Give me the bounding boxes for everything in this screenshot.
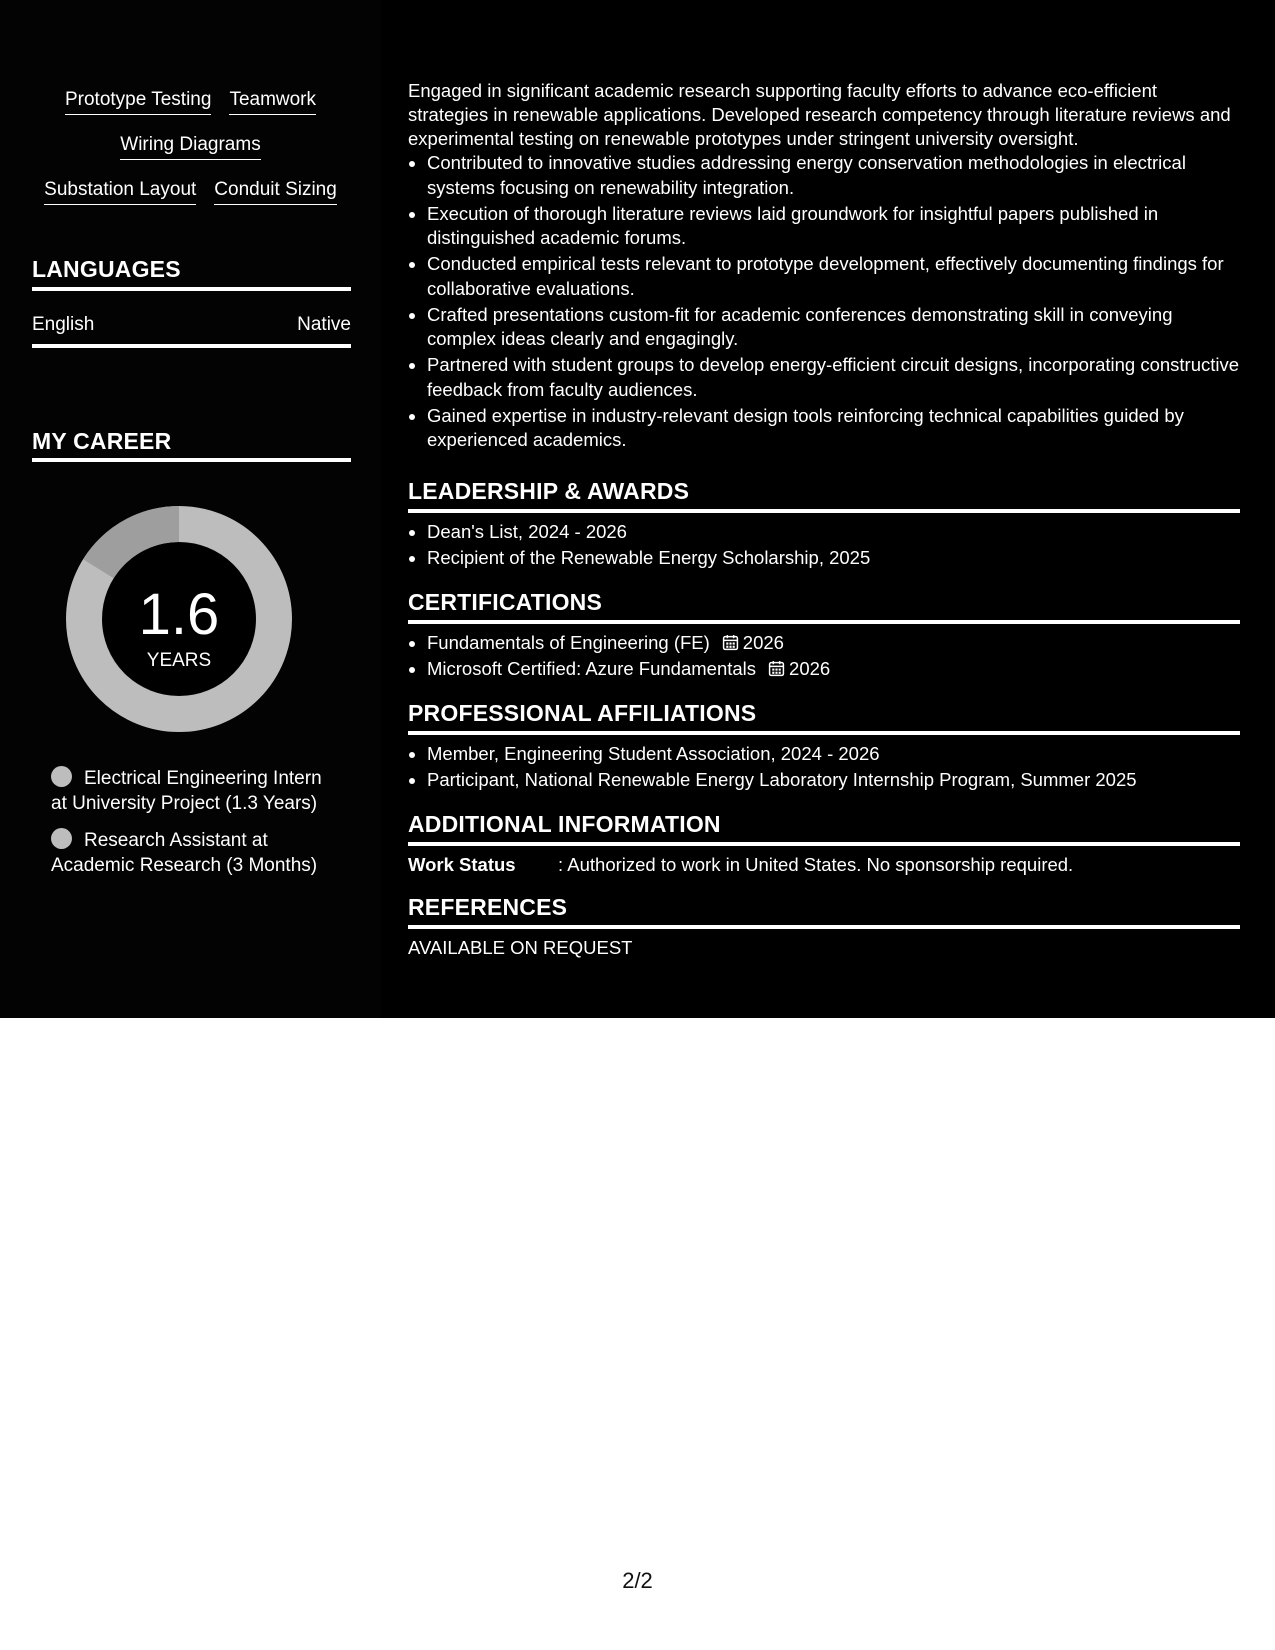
- additional-info-heading: ADDITIONAL INFORMATION: [408, 811, 721, 837]
- leadership-heading: LEADERSHIP & AWARDS: [408, 478, 690, 504]
- certification-name: Fundamentals of Engineering (FE): [427, 632, 710, 653]
- career-item: [51, 766, 341, 816]
- section-rule: [408, 509, 1240, 513]
- calendar-icon: [768, 660, 785, 677]
- career-legend-dot: [51, 766, 72, 787]
- languages-heading-rule: [32, 287, 351, 291]
- career-donut-chart: [66, 506, 292, 732]
- experience-bullet: • Execution of thorough literature reviews laid groundwork for insightful papers published in distinguished academic forums.: [427, 202, 1240, 251]
- work-status-value: : Authorized to work in United States. No sponsorship required.: [558, 854, 1074, 875]
- leadership-list: [408, 520, 1240, 571]
- experience-bullet: • Crafted presentations custom-fit for academic conferences demonstrating skill in conveying complex ideas clearly and engagingly.: [427, 303, 1240, 352]
- languages-heading: LANGUAGES: [32, 256, 181, 282]
- career-years-value: 1.6: [138, 582, 220, 647]
- affiliations-list: [408, 742, 1240, 793]
- page-number: 2/2: [622, 1568, 653, 1593]
- language-level-bar: [32, 344, 351, 348]
- career-heading: MY CAREER: [32, 428, 172, 454]
- skills-row-1: [0, 88, 381, 115]
- section-rule: [408, 731, 1240, 735]
- references-text: AVAILABLE ON REQUEST: [408, 937, 633, 958]
- affiliations-section: [408, 699, 1240, 794]
- experience-bullet: • Gained expertise in industry-relevant design tools reinforcing technical capabilities guided by experienced academics.: [427, 404, 1240, 453]
- experience-summary: Engaged in significant academic research supporting faculty efforts to advance eco-efficient strategies in renewable applications. Developed research competency through literature reviews and experimental testing on renewable prototypes under stringent university oversight.: [408, 80, 1231, 149]
- certification-year: 2026: [789, 658, 831, 679]
- references-heading: REFERENCES: [408, 894, 568, 920]
- work-status-label: Work Status: [408, 854, 516, 875]
- experience-bullet: • Contributed to innovative studies addressing energy conservation methodologies in electrical systems focusing on renewability integration.: [427, 151, 1240, 200]
- leadership-item: • Dean's List, 2024 - 2026: [427, 520, 1240, 545]
- career-heading-rule: [32, 458, 351, 462]
- skill-tag: Conduit Sizing: [214, 178, 337, 205]
- language-level: Native: [297, 314, 351, 335]
- additional-info-section: [408, 810, 1240, 877]
- skill-tag: Wiring Diagrams: [120, 133, 260, 160]
- affiliation-item: • Participant, National Renewable Energy Laboratory Internship Program, Summer 2025: [427, 768, 1240, 793]
- leadership-item: • Recipient of the Renewable Energy Scholarship, 2025: [427, 546, 1240, 571]
- calendar-icon: [722, 634, 739, 651]
- skills-row-3: [0, 178, 381, 205]
- affiliation-item: • Member, Engineering Student Association, 2024 - 2026: [427, 742, 1240, 767]
- experience-bullets: [408, 151, 1240, 453]
- affiliations-heading: PROFESSIONAL AFFILIATIONS: [408, 700, 757, 726]
- career-item-text: Electrical Engineering Intern at University Project (1.3 Years): [51, 768, 322, 814]
- skill-tag: Substation Layout: [44, 178, 196, 205]
- section-rule: [408, 842, 1240, 846]
- career-legend-dot: [51, 828, 72, 849]
- certifications-list: [408, 631, 1240, 682]
- language-row: [32, 314, 351, 336]
- experience-bullet: • Conducted empirical tests relevant to prototype development, effectively documenting findings for collaborative evaluations.: [427, 252, 1240, 301]
- leadership-section: [408, 477, 1240, 572]
- section-rule: [408, 620, 1240, 624]
- section-rule: [408, 925, 1240, 929]
- career-years-unit: YEARS: [146, 650, 212, 671]
- sidebar: [0, 0, 381, 1018]
- certification-year: 2026: [742, 632, 784, 653]
- certification-name: Microsoft Certified: Azure Fundamentals: [427, 658, 757, 679]
- skills-row-2: [0, 133, 381, 160]
- skill-tag: Prototype Testing: [65, 88, 211, 115]
- experience-bullet: • Partnered with student groups to develop energy-efficient circuit designs, incorporating constructive feedback from faculty audiences.: [427, 353, 1240, 402]
- certifications-heading: CERTIFICATIONS: [408, 589, 603, 615]
- certifications-section: [408, 588, 1240, 683]
- experience-section: [408, 79, 1240, 454]
- certification-item: [427, 657, 1240, 682]
- career-item: [51, 828, 341, 878]
- work-status-row: [408, 853, 1240, 877]
- certification-item: [427, 631, 1240, 656]
- language-name: English: [32, 314, 95, 335]
- career-item-text: Research Assistant at Academic Research (3 Months): [51, 830, 318, 876]
- skill-tag: Teamwork: [229, 88, 316, 115]
- references-section: [408, 893, 1240, 960]
